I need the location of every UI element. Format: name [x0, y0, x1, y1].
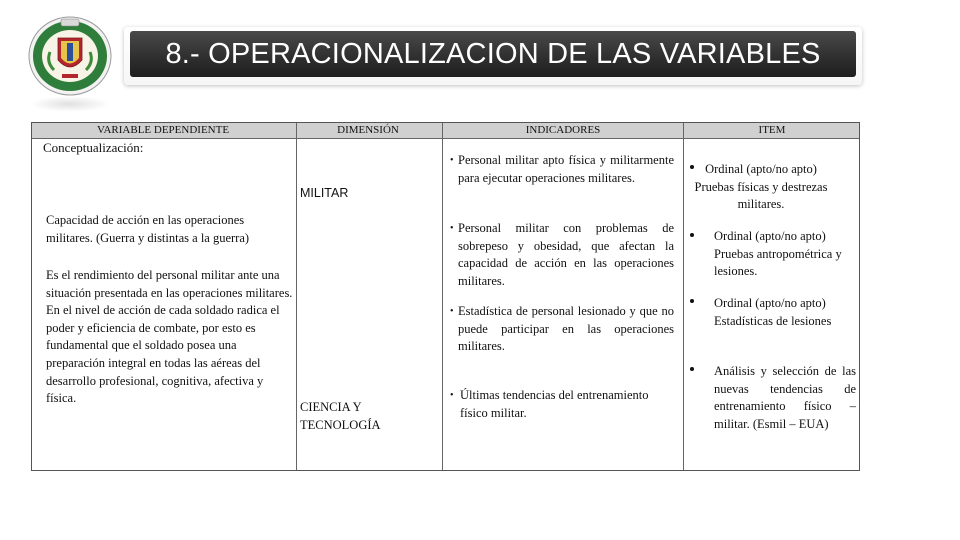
header-variable: VARIABLE DEPENDIENTE	[96, 124, 230, 136]
indicator-bullet: •	[450, 306, 454, 317]
indicator-2: Personal militar con problemas de sobrepeso y obesidad, que afectan la capacidad de acción en las operaciones militares.	[458, 221, 674, 288]
column-divider	[683, 123, 684, 470]
indicator-bullet: •	[450, 223, 454, 234]
title-banner	[124, 27, 862, 85]
indicator-bullet: •	[450, 155, 454, 166]
item-bullet	[690, 233, 694, 237]
logo-shadow	[30, 96, 110, 112]
title-bar	[130, 31, 856, 77]
variable-label: Conceptualización:	[43, 140, 144, 155]
column-divider	[442, 123, 443, 470]
item-bullet	[690, 299, 694, 303]
variable-description: Es el rendimiento del personal militar ante una situación presentada en las operaciones militares. En el nivel de acción de cada soldado radica el poder y eficiencia de combate, por esto es fundamental que el soldado posea una preparación integral en todas las aéreas del desarrollo profesional, cognitiva, afectiva y física.	[46, 268, 293, 406]
header-item: ITEM	[758, 124, 786, 136]
indicator-4: Últimas tendencias del entrenamiento físico militar.	[460, 388, 649, 420]
operationalization-table	[31, 122, 860, 471]
variable-definition: Capacidad de acción en las operaciones militares. (Guerra y distintas a la guerra)	[46, 213, 250, 245]
table-header-row	[32, 123, 859, 139]
header-indicadores: INDICADORES	[525, 124, 601, 136]
header-dimension: DIMENSIÓN	[337, 124, 399, 136]
item-1: Ordinal (apto/no apto) Pruebas físicas y destrezas militares.	[694, 162, 828, 212]
institution-seal-logo	[28, 16, 112, 96]
indicator-1: Personal militar apto física y militarmente para ejecutar operaciones militares.	[458, 153, 674, 185]
item-3: Ordinal (apto/no apto) Estadísticas de lesiones	[714, 296, 832, 328]
column-divider	[296, 123, 297, 470]
dimension-ciencia-tecnologia: CIENCIA Y TECNOLOGÍA	[300, 400, 381, 432]
indicator-3: Estadística de personal lesionado y que no puede participar en las operaciones militares.	[458, 304, 674, 354]
dimension-militar: MILITAR	[300, 186, 349, 200]
page-title: 8.- OPERACIONALIZACION DE LAS VARIABLES	[165, 37, 821, 70]
item-4: Análisis y selección de las nuevas tendencias de entrenamiento físico – militar. (Esmil – EUA)	[714, 364, 856, 431]
indicator-bullet: •	[450, 390, 454, 401]
item-2: Ordinal (apto/no apto) Pruebas antropométrica y lesiones.	[714, 229, 842, 279]
item-bullet	[690, 367, 694, 371]
